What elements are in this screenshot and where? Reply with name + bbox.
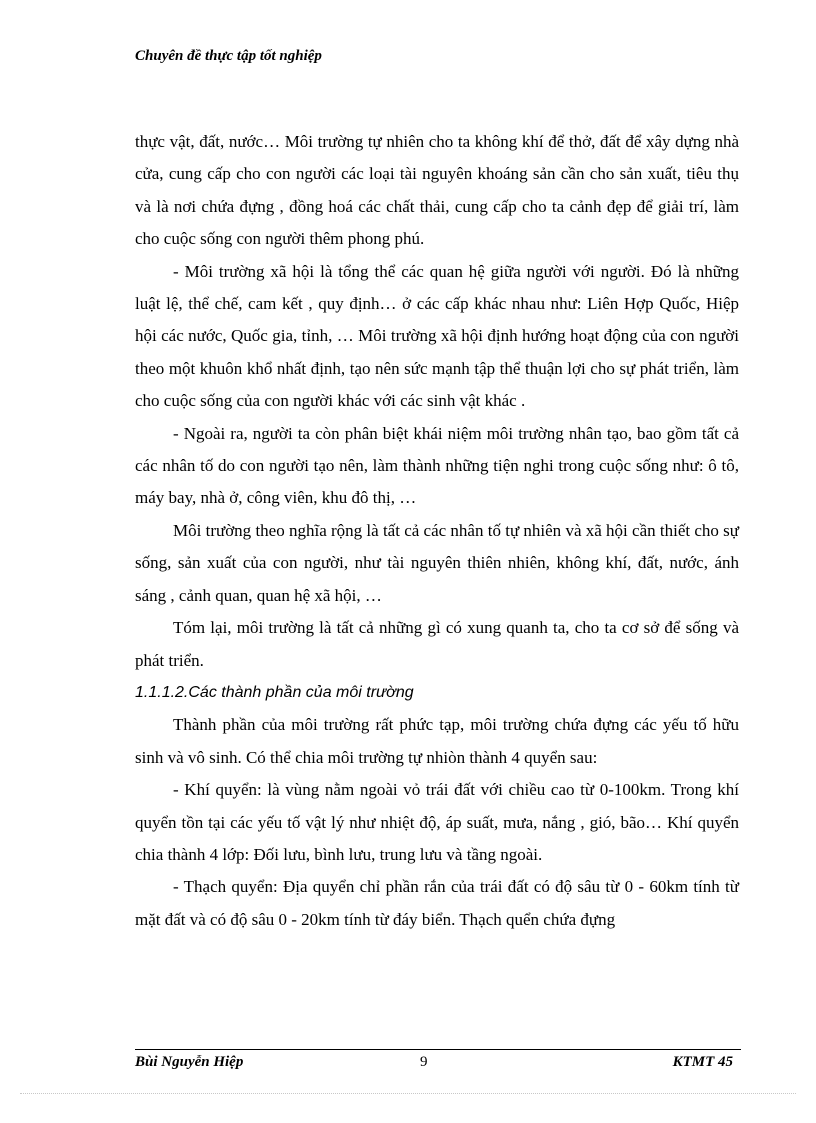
paragraph: - Ngoài ra, người ta còn phân biệt khái niệm môi trường nhân tạo, bao gồm tất cả các nhân tố do con người tạo nên, làm thành những tiện nghi trong cuộc sống như: ô tô, máy bay, nhà ở, công viên, khu đô thị, … <box>135 423 739 508</box>
footer-author: Bùi Nguyễn Hiệp <box>135 1054 244 1070</box>
page-number: 9 <box>420 1054 428 1070</box>
paragraph: - Thạch quyển: Địa quyển chỉ phần rắn của trái đất có độ sâu từ 0 - 60km tính từ mặt đất và có độ sâu 0 - 20km tính từ đáy biển. Thạch quển chứa đựng <box>135 877 739 929</box>
page-header-title: Chuyên đề thực tập tốt nghiệp <box>135 48 322 64</box>
paragraph: Thành phần của môi trường rất phức tạp, môi trường chứa đựng các yếu tố hữu sinh và vô sinh. Có thể chia môi trường tự nhiòn thành 4 quyển sau: <box>135 715 739 767</box>
paragraph: thực vật, đất, nước… Môi trường tự nhiên cho ta không khí để thở, đất để xây dựng nhà cửa, cung cấp cho con người các loại tài nguyên khoáng sản cần cho sản xuất, tiêu thụ và là nơi chứa đựng , đồng hoá các chất thải, cung cấp cho ta cảnh đẹp để giải trí, làm cho cuộc sống con người thêm phong phú. <box>135 132 739 249</box>
paragraph: - Môi trường xã hội là tổng thể các quan hệ giữa người với người. Đó là những luật lệ, thể chế, cam kết , quy định… ở các cấp khác nhau như: Liên Hợp Quốc, Hiệp hội các nước, Quốc gia, tỉnh, … Môi trường xã hội định hướng hoạt động của con người theo một khuôn khổ nhất định, tạo nên sức mạnh tập thể thuận lợi cho sự phát triển, làm cho cuộc sống của con người khác với các sinh vật khác . <box>135 261 739 411</box>
paragraph: Tóm lại, môi trường là tất cả những gì có xung quanh ta, cho ta cơ sở để sống và phát triển. <box>135 618 739 670</box>
footer-divider <box>135 1049 741 1050</box>
paragraph: - Khí quyển: là vùng nằm ngoài vỏ trái đất với chiều cao từ 0-100km. Trong khí quyển tồn tại các yếu tố vật lý như nhiệt độ, áp suất, mưa, nắng , gió, bão… Khí quyển chia thành 4 lớp: Đối lưu, bình lưu, trung lưu và tầng ngoài. <box>135 780 739 864</box>
paragraph: Môi trường theo nghĩa rộng là tất cả các nhân tố tự nhiên và xã hội cần thiết cho sự sống, sản xuất của con người, như tài nguyên thiên nhiên, không khí, đất, nước, ánh sáng , cảnh quan, quan hệ xã hội, … <box>135 520 739 605</box>
page-boundary <box>20 1093 796 1094</box>
section-heading: 1.1.1.2.Các thành phần của môi trường <box>135 683 414 701</box>
document-body <box>135 126 739 936</box>
footer-class-code: KTMT 45 <box>672 1054 733 1070</box>
page-footer <box>135 1054 739 1078</box>
